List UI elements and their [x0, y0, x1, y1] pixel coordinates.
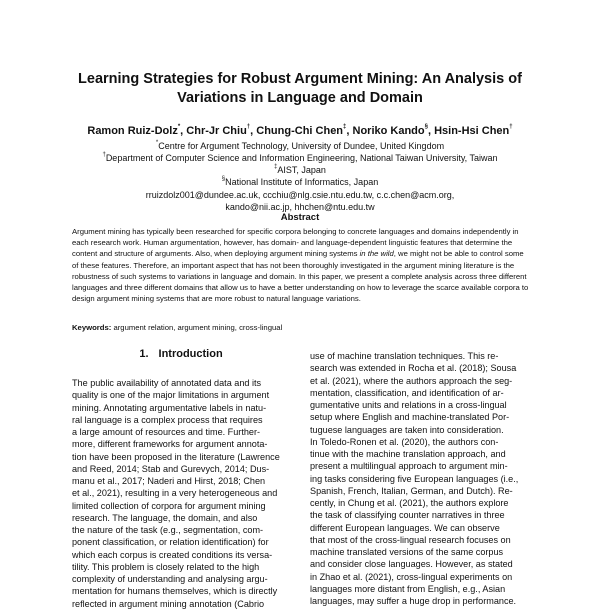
abstract-heading: Abstract [280, 212, 320, 223]
section-heading-introduction [72, 347, 290, 361]
author-name: Ramon Ruiz-Dolz [87, 125, 178, 137]
text-line: tility. This problem is closely related to the high [72, 561, 260, 572]
left-column-text [72, 377, 292, 610]
affiliation-text: Department of Computer Science and Information Engineering, National Taiwan University, Taiwan [105, 153, 498, 163]
affiliation [40, 152, 560, 164]
keywords [72, 322, 531, 333]
author-mark: ‡ [343, 124, 347, 130]
section-title: Introduction [158, 348, 223, 360]
affiliation-mark: † [102, 152, 106, 158]
text-line: ing tasks considering five European languages (i.e., [310, 473, 519, 484]
abstract-text [72, 226, 531, 304]
text-line: different European languages. We can observe [310, 522, 500, 533]
text-line: setup where English and machine-translated Por- [310, 412, 510, 423]
affiliation-mark: * [155, 140, 159, 146]
text-line: manu et al., 2017; Naderi and Hirst, 2018; Chen [72, 476, 266, 486]
text-line: languages more distant from English, e.g., Asian [310, 583, 506, 594]
abstract-text-part: Argument mining has typically been researched for specific corpora belonging to concrete languages and domains independently in each research work. Human argumentation, however, has domain- and language-dependent linguistic features that determine the content and structure of arguments. Also, when deploying argument mining systems [72, 227, 519, 259]
author-emails: rruizdolz001@dundee.ac.uk, ccchiu@nlg.csie.ntu.edu.tw, c.c.chen@acm.org, [145, 190, 455, 200]
affiliation-text: National Institute of Informatics, Japan [225, 177, 379, 187]
affiliation [40, 140, 560, 152]
text-line: limited collection of corpora for argument mining [72, 500, 266, 511]
keywords-label: Keywords: [72, 323, 112, 332]
right-column-text [310, 350, 532, 607]
affiliation-text: Centre for Argument Technology, University of Dundee, United Kingdom [158, 141, 445, 151]
text-line: the nature of the task (e.g., segmentation, com- [72, 525, 264, 535]
text-line: in Zhao et al. (2021), cross-lingual experiments on [310, 571, 513, 582]
text-line: et al., 2021), resulting in a very heterogeneous and [72, 488, 278, 499]
author-mark: § [424, 124, 428, 130]
text-line: The public availability of annotated data and its [72, 378, 262, 388]
text-line: ral language is a complex process that requires [72, 414, 263, 425]
text-line: In Toledo-Ronen et al. (2020), the authors con- [310, 436, 499, 447]
text-line: and consider close languages. However, as stated [310, 559, 513, 570]
text-line: Spanish, French, Italian, German, and Dutch). Re- [310, 485, 513, 496]
keywords-text: argument relation, argument mining, cross-lingual [113, 323, 283, 332]
author-list: Ramon Ruiz-Dolz*, Chr-Jr Chiu†, Chung-Chi Chen‡, Noriko Kando§, Hsin-Hsi Chen† [87, 124, 513, 137]
author-mark: † [246, 124, 251, 130]
author-name: Noriko Kando [352, 125, 425, 137]
text-line: mentation, classification, and identification of ar- [310, 387, 504, 398]
affiliation-mark: ‡ [274, 164, 278, 170]
text-line: and Reed, 2014; Stab and Gurevych, 2014; Dus- [72, 463, 270, 474]
affiliation-text: AIST, Japan [277, 165, 326, 175]
affiliation [40, 176, 560, 188]
abstract-text-part: , we might not be able to control some of these features. Therefore, an important aspect that has not been thoroughly investigated in the argument mining literature is the robustness of such systems to variations in language and domain. In this paper, we present a complete analysis across three different languages and three different domains that allow us to have a better understanding on how to leverage the scarce available corpora to design argument mining systems that are more robust to natural language variations. [72, 249, 529, 304]
section-number: 1. [139, 348, 149, 360]
author-mark: † [509, 124, 513, 130]
text-line: present a multilingual approach to argument min- [310, 461, 508, 472]
text-line: research. The language, the domain, and also [72, 512, 258, 523]
text-line: a large amount of resources and time. Further- [72, 427, 261, 437]
text-line: tion have been proposed in the literature (Lawrence [72, 451, 280, 462]
text-line: the task of classifying counter narratives in three [310, 510, 505, 521]
author-mark: * [177, 124, 181, 130]
text-line: search was extended in Rocha et al. (2018); Sousa [310, 363, 517, 374]
text-line: mentation for humans themselves, which is directly [72, 586, 278, 597]
affiliation-mark: § [221, 176, 226, 182]
text-line: tinue with the machine translation approach, and [310, 449, 506, 459]
author-name: Chung-Chi Chen [256, 125, 344, 137]
abstract-italic: in the wild [359, 249, 394, 259]
text-line: complexity of understanding and analysing argu- [72, 574, 268, 584]
paper-title: Learning Strategies for Robust Argument Mining: An Analysis of Variations in Language and Domain [78, 71, 522, 106]
text-line: that most of the cross-lingual research focuses on [310, 534, 511, 545]
text-line: reflected in argument mining annotation (Cabrio [72, 598, 265, 609]
text-line: which each corpus is created conditions its versa- [72, 549, 273, 560]
author-name: Hsin-Hsi Chen [434, 125, 510, 137]
text-line: more, different frameworks for argument annota- [72, 439, 268, 450]
affiliation [40, 164, 560, 176]
text-line: languages, may suffer a huge drop in performance. [310, 596, 517, 606]
text-line: gumentative units and relations in a cross-lingual [310, 400, 507, 410]
text-line: machine translated versions of the same corpus [310, 547, 504, 557]
text-line: quality is one of the major limitations in argument [72, 390, 270, 401]
text-line: et al. (2021), where the authors approach the seg- [310, 375, 513, 386]
text-line: tuguese languages are taken into consideration. [310, 424, 504, 435]
text-line: mining. Annotating argumentative labels in natu- [72, 402, 267, 413]
text-line: cently, in Chung et al. (2021), the authors explore [310, 498, 509, 508]
text-line: ponent classification, or relation identification) for [72, 537, 269, 548]
author-name: Chr-Jr Chiu [186, 125, 247, 137]
author-emails: kando@nii.ac.jp, hhchen@ntu.edu.tw [225, 202, 375, 212]
text-line: use of machine translation techniques. This re- [310, 351, 499, 361]
